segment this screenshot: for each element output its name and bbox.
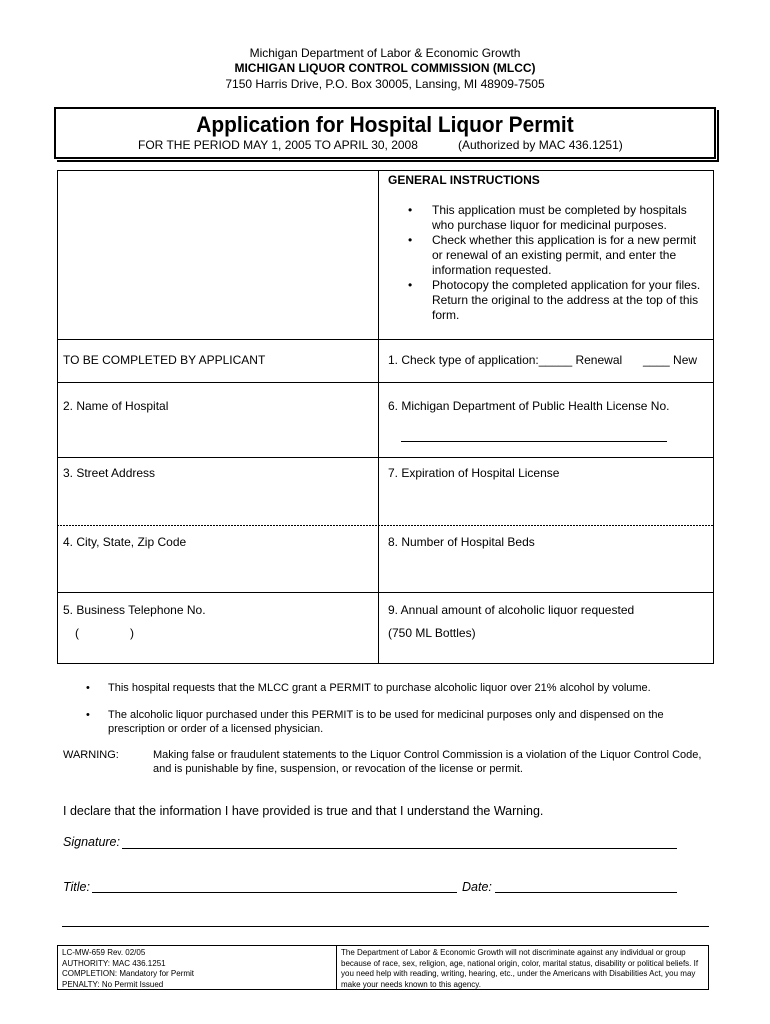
- warning-label: WARNING:: [63, 749, 119, 761]
- statement-permit-request: This hospital requests that the MLCC grant a PERMIT to purchase alcoholic liquor over 21% alcohol by volume.: [108, 682, 651, 694]
- street-address-label: 3. Street Address: [63, 466, 156, 480]
- license-number-field[interactable]: [401, 441, 667, 442]
- declaration-text: I declare that the information I have provided is true and that I understand the Warning.: [63, 804, 544, 818]
- signature-field[interactable]: [122, 848, 677, 849]
- license-number-label: 6. Michigan Department of Public Health License No.: [388, 399, 670, 413]
- grid-rule: [57, 339, 714, 340]
- application-type-renewal[interactable]: 1. Check type of application:_____ Renewal: [388, 353, 623, 367]
- title-field[interactable]: [92, 892, 457, 893]
- signature-label: Signature:: [63, 835, 120, 849]
- footer-form-info: [62, 948, 332, 990]
- form-completion: COMPLETION: Mandatory for Permit: [62, 969, 195, 978]
- license-expiration-label: 7. Expiration of Hospital License: [388, 466, 560, 480]
- title-label: Title:: [63, 880, 90, 894]
- warning-text: Making false or fraudulent statements to the Liquor Control Commission is a violation of the Liquor Control Code, and is punishable by fine, suspension, or revocation of the license or permit.: [153, 749, 702, 775]
- grid-rule: [57, 457, 714, 458]
- city-state-zip-label: 4. City, State, Zip Code: [63, 535, 187, 549]
- form-number: LC-MW-659 Rev. 02/05: [62, 948, 146, 957]
- footer-divider: [336, 945, 337, 990]
- area-code-open: (: [75, 626, 79, 640]
- form-authority: AUTHORITY: MAC 436.1251: [62, 958, 166, 968]
- instructions-heading: GENERAL INSTRUCTIONS: [388, 173, 540, 187]
- form-penalty: PENALTY: No Permit Issued: [62, 979, 164, 989]
- hospital-name-label: 2. Name of Hospital: [63, 399, 169, 413]
- instruction-item: • This application must be completed by hospitals who purchase liquor for medicinal purposes.: [408, 203, 687, 232]
- instruction-item: • Photocopy the completed application for your files. Return the original to the address at the top of this form.: [408, 278, 701, 322]
- bullet-icon: •: [86, 709, 90, 721]
- date-field[interactable]: [495, 892, 677, 893]
- bottles-label: (750 ML Bottles): [388, 626, 476, 640]
- department-name: Michigan Department of Labor & Economic Growth: [249, 46, 521, 60]
- bullet-icon: •: [86, 682, 90, 694]
- bullet-icon: •: [408, 233, 413, 247]
- statement-medicinal-use: The alcoholic liquor purchased under this PERMIT is to be used for medicinal purposes only and dispensed on the prescription or order of a licensed physician.: [108, 709, 664, 735]
- page-title: Application for Hospital Liquor Permit: [196, 112, 574, 137]
- telephone-label: 5. Business Telephone No.: [63, 603, 206, 617]
- permit-period: FOR THE PERIOD MAY 1, 2005 TO APRIL 30, 2008: [138, 138, 418, 152]
- footer-rule: [62, 926, 709, 927]
- grid-divider: [378, 170, 379, 664]
- bullet-icon: •: [408, 203, 413, 217]
- nondiscrimination-notice: The Department of Labor & Economic Growth will not discriminate against any individual or group because of race, sex, religion, age, national origin, color, marital status, disability or political beliefs. If you need help with reading, writing, hearing, etc., under the Americans with Disabilities Act, you may make your needs known to this agency.: [341, 948, 699, 989]
- instruction-item: • Check whether this application is for a new permit or renewal of an existing permit, and enter the information requested.: [408, 233, 697, 277]
- commission-address: 7150 Harris Drive, P.O. Box 30005, Lansing, MI 48909-7505: [225, 77, 545, 91]
- hospital-beds-label: 8. Number of Hospital Beds: [388, 535, 535, 549]
- commission-name: MICHIGAN LIQUOR CONTROL COMMISSION (MLCC): [234, 61, 536, 75]
- area-code-close: ): [130, 626, 134, 640]
- application-type-new[interactable]: ____ New: [643, 353, 698, 367]
- date-label: Date:: [462, 880, 492, 894]
- grid-rule: [57, 525, 714, 526]
- bullet-icon: •: [408, 278, 413, 292]
- instructions-list: [408, 203, 708, 323]
- grid-rule: [57, 382, 714, 383]
- authorization: (Authorized by MAC 436.1251): [458, 138, 623, 152]
- to-be-completed-label: TO BE COMPLETED BY APPLICANT: [63, 353, 266, 367]
- annual-amount-label: 9. Annual amount of alcoholic liquor requested: [388, 603, 635, 617]
- grid-rule: [57, 592, 714, 593]
